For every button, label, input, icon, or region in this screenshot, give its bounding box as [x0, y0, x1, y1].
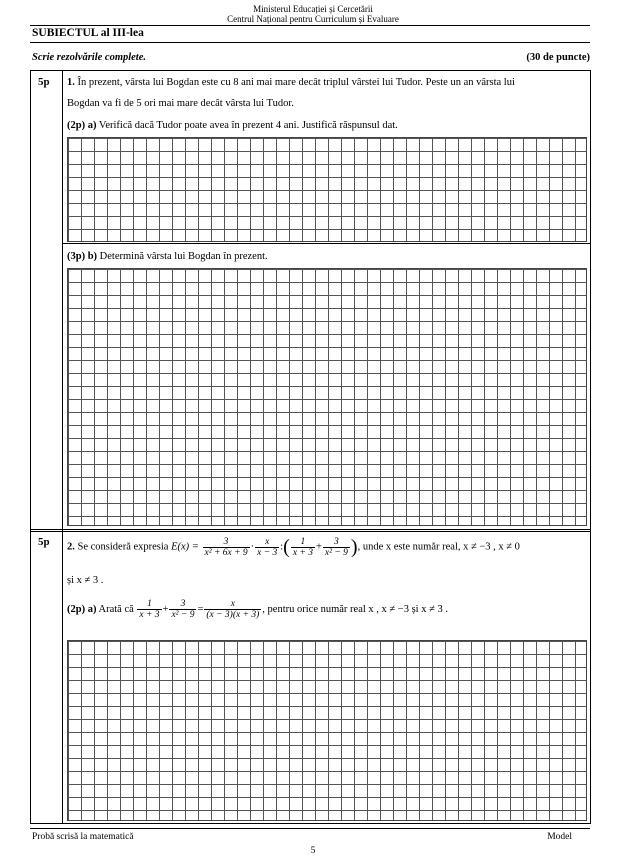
problem1-a-label: (2p) a) [67, 120, 97, 131]
problem-divider [30, 529, 591, 530]
problem2-points: 5p [38, 536, 50, 548]
problem1-statement-line1 [67, 76, 515, 90]
paren-open: ( [283, 536, 290, 558]
a-fraction-3: $\frac{x}{(x - 3)(x + 3)}$ [206, 599, 260, 621]
problem1-part-b [67, 250, 268, 264]
header-ministry: Ministerul Educației și Cercetării [253, 4, 373, 14]
header-divider [30, 25, 590, 26]
footer-divider [30, 828, 590, 829]
expression-lhs: E(x) = [171, 541, 199, 553]
problem2-statement: 2. Se consideră expresia E(x) = $\frac{3}{\text{x² + 6x + 9}}$ · $\frac{x}{x - 3}$ :( $\frac{1}{x + 3}$ + $\frac{3}{\text{x² − 9}}$ ), unde x este număr real, x ≠ −3 , x ≠ 0 [67, 536, 520, 558]
problem1-points: 5p [38, 76, 50, 88]
page-number: 5 [310, 846, 316, 856]
a-fraction-2: $\frac{3}{\text{x² − 9}}$ [171, 599, 195, 621]
problem1-a-text: Verifică dacă Tudor poate avea în prezent 4 ani. Justifică răspunsul dat. [98, 120, 398, 131]
problem2-condition-line2: și x ≠ 3 . [67, 575, 104, 586]
points-column-divider [62, 70, 63, 824]
problem1-b-text: Determină vârsta lui Bogdan în prezent. [99, 251, 268, 262]
subject-title: SUBIECTUL al III-lea [32, 27, 144, 39]
problem2-a-intro: Arată că [98, 604, 134, 615]
subpart-divider [62, 243, 591, 244]
fraction-1: $\frac{3}{\text{x² + 6x + 9}}$ [204, 536, 248, 558]
problem1-b-label: (3p) b) [67, 251, 98, 262]
subject-divider [30, 42, 590, 43]
problem-divider-double [30, 531, 591, 532]
header-center: Centrul Național pentru Curriculum și Evaluare [227, 14, 399, 24]
problem2-part-a: (2p) a) Arată că $\frac{1}{x + 3}$ + $\frac{3}{\text{x² − 9}}$ = $\frac{x}{(x - 3)(x + 3)}$ , pentru orice număr real x , x ≠ −3 și x ≠ 3 . [67, 599, 448, 621]
fraction-4: $\frac{3}{\text{x² − 9}}$ [324, 536, 348, 558]
answer-grid-1a[interactable] [67, 137, 587, 242]
problem2-a-tail: , pentru orice număr real x , x ≠ −3 și x ≠ 3 . [262, 604, 448, 615]
problem2-number: 2. [67, 541, 75, 553]
problem2-condition: , unde x este număr real, x ≠ −3 , x ≠ 0 [357, 541, 520, 553]
fraction-2: $\frac{x}{x - 3}$ [257, 536, 278, 558]
answer-grid-1b[interactable] [67, 268, 587, 526]
problem1-part-a [67, 119, 398, 133]
a-fraction-1: $\frac{1}{x + 3}$ [139, 599, 160, 621]
footer-right: Model [547, 832, 572, 842]
problem2-a-label: (2p) a) [67, 604, 97, 615]
fraction-3: $\frac{1}{x + 3}$ [292, 536, 313, 558]
subject-instruction: Scrie rezolvările complete. [32, 52, 147, 63]
footer-left: Probă scrisă la matematică [32, 832, 134, 842]
problem1-text-1: În prezent, vârsta lui Bogdan este cu 8 ani mai mare decât triplul vârstei lui Tudor. Peste un an vârsta lui [77, 77, 515, 88]
problem1-statement-line2: Bogdan va fi de 5 ori mai mare decât vârsta lui Tudor. [67, 98, 294, 109]
problem2-intro: Se consideră expresia [77, 541, 169, 553]
subject-points: (30 de puncte) [526, 52, 590, 63]
paren-close: ) [350, 536, 358, 558]
answer-grid-2a[interactable] [67, 640, 587, 821]
problem1-number: 1. [67, 77, 75, 88]
